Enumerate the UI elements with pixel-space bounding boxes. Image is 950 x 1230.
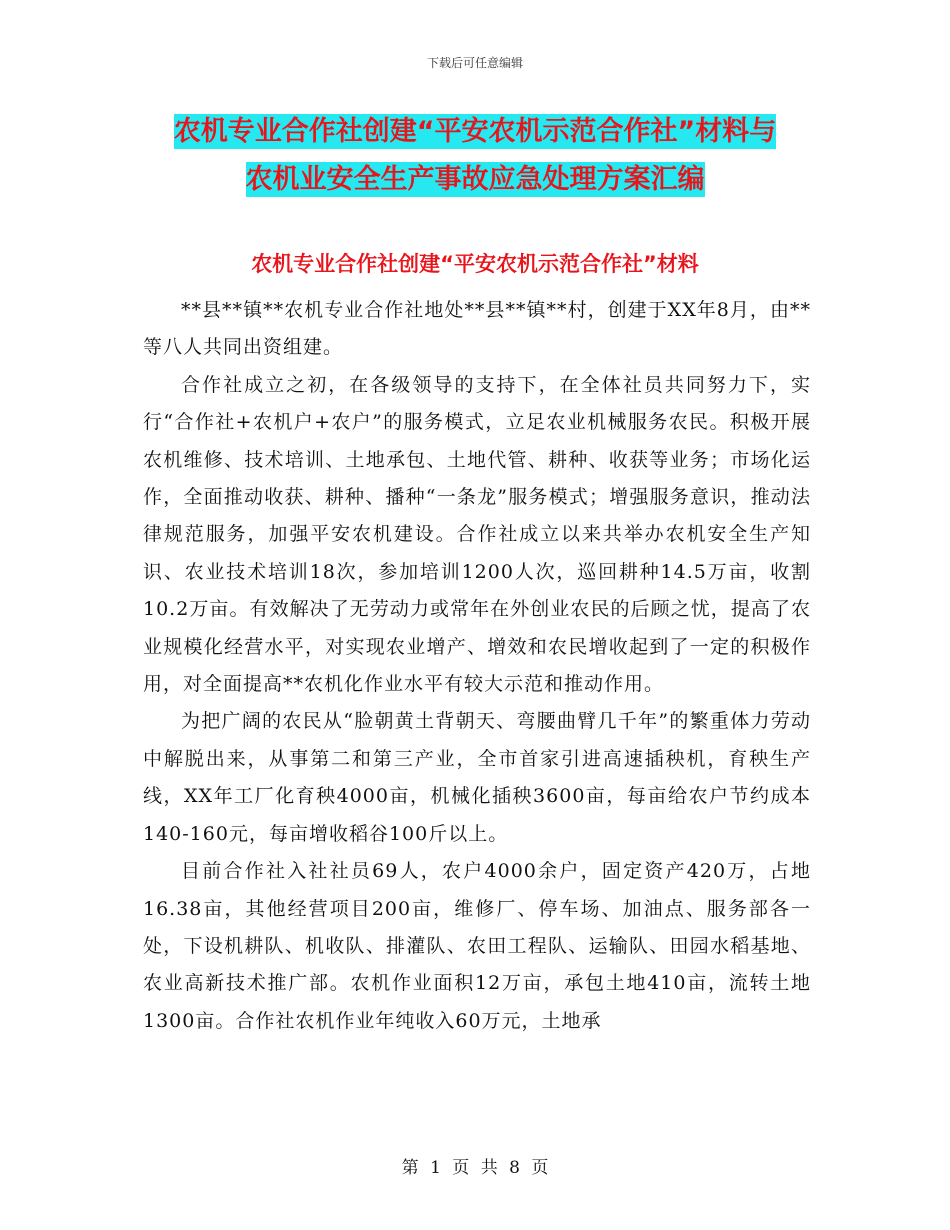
paragraph: 为把广阔的农民从“脸朝黄土背朝天、弯腰曲臂几千年”的繁重体力劳动中解脱出来，从事第二和第三产业，全市首家引进高速插秧机，育秧生产线，XX年工厂化育秧4000亩，机械化插秧3600亩，每亩给农户节约成本140-160元，每亩增收稻谷100斤以上。	[143, 710, 811, 845]
body-text	[143, 292, 811, 1040]
document-title	[0, 108, 950, 204]
page-footer: 第 1 页 共 8 页	[401, 1158, 549, 1178]
section-title: 农机专业合作社创建“平安农机示范合作社”材料	[251, 252, 699, 276]
paragraph: 合作社成立之初，在各级领导的支持下，在全体社员共同努力下，实行“合作社+农机户+农户”的服务模式，立足农业机械服务农民。积极开展农机维修、技术培训、土地承包、土地代管、耕种、收获等业务；市场化运作，全面推动收获、耕种、播种“一条龙”服务模式；增强服务意识，推动法律规范服务，加强平安农机建设。合作社成立以来共举办农机安全生产知识、农业技术培训18次，参加培训1200人次，巡回耕种14.5万亩，收割10.2万亩。有效解决了无劳动力或常年在外创业农民的后顾之忧，提高了农业规模化经营水平，对实现农业增产、增效和农民增收起到了一定的积极作用，对全面提高**农机化作业水平有较大示范和推动作用。	[143, 373, 811, 696]
header-note: 下载后可任意编辑	[426, 56, 523, 70]
document-title-line-1: 农机专业合作社创建“平安农机示范合作社”材料与	[173, 116, 777, 147]
paragraph: **县**镇**农机专业合作社地处**县**镇**村，创建于XX年8月，由**等八人共同出资组建。	[143, 299, 811, 359]
document-title-line-2: 农机业安全生产事故应急处理方案汇编	[245, 164, 705, 195]
paragraph: 目前合作社入社社员69人，农户4000余户，固定资产420万，占地16.38亩，其他经营项目200亩，维修厂、停车场、加油点、服务部各一处，下设机耕队、机收队、排灌队、农田工程队、运输队、田园水稻基地、农业高新技术推广部。农机作业面积12万亩，承包土地410亩，流转土地1300亩。合作社农机作业年纯收入60万元，土地承	[143, 860, 811, 1032]
